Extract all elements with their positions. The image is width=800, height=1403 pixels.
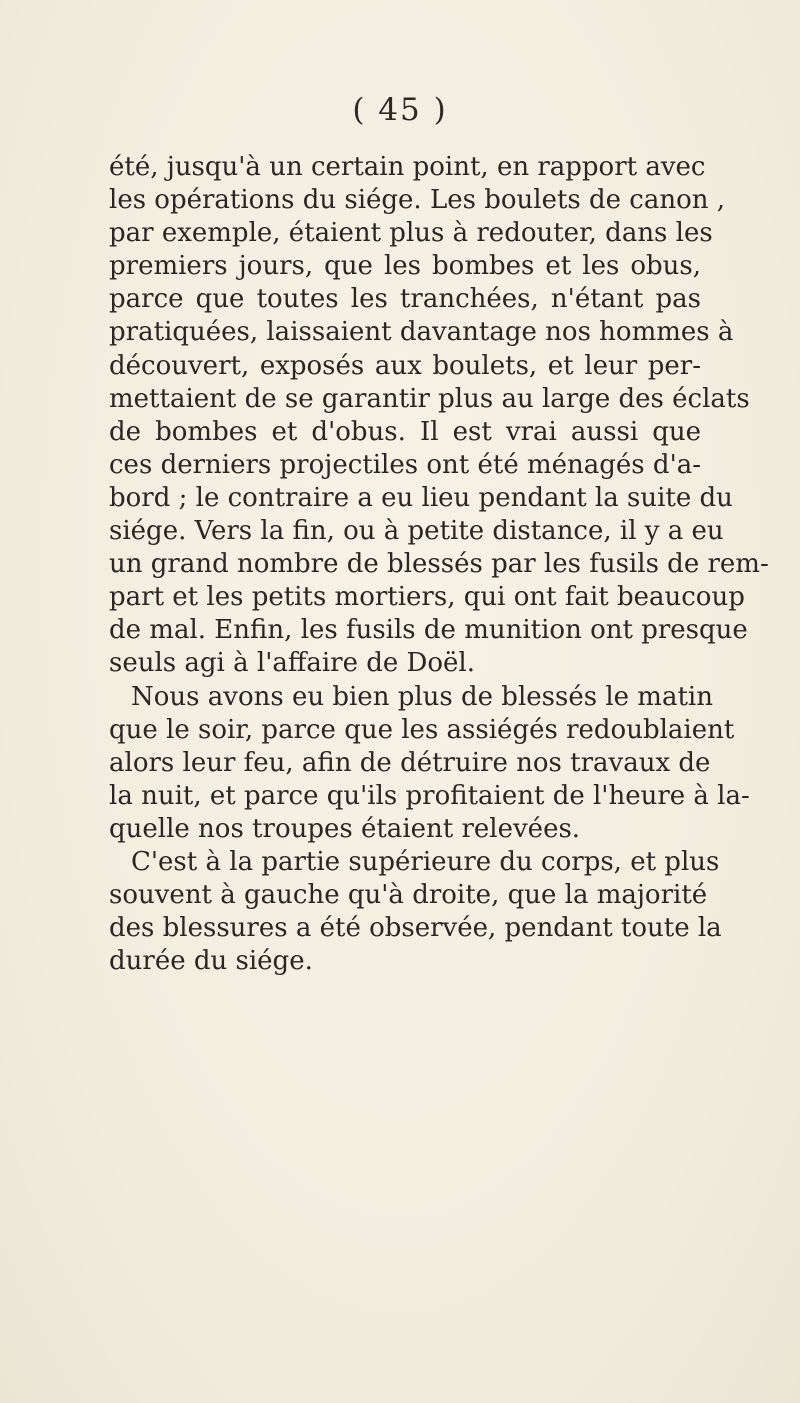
text-line: Nous avons eu bien plus de blessés le matin — [131, 681, 713, 712]
text-line: pratiquées, laissaient davantage nos hommes à — [109, 317, 734, 348]
text-line: par exemple, étaient plus à redouter, dans les — [109, 218, 713, 249]
text-line: mettaient de se garantir plus au large des éclats — [109, 383, 750, 414]
text-line: que le soir, parce que les assiégés redoublaient — [109, 714, 735, 745]
text-line: été, jusqu'à un certain point, en rapport avec — [109, 152, 706, 182]
text-line: bord ; le contraire a eu lieu pendant la suite du — [109, 482, 733, 513]
text-line: part et les petits mortiers, qui ont fait beaucoup — [109, 582, 745, 613]
text-line: premiers jours, que les bombes et les obus, — [109, 251, 701, 282]
text-line: la nuit, et parce qu'ils profitaient de l'heure à la- — [109, 780, 750, 811]
text-line: durée du siége. — [109, 946, 313, 977]
text-line: ces derniers projectiles ont été ménagés d'a- — [109, 449, 701, 480]
text-line: des blessures a été observée, pendant toute la — [109, 913, 722, 944]
text-line: parce que toutes les tranchées, n'étant pas — [109, 284, 701, 315]
text-line: seuls agi à l'affaire de Doël. — [109, 648, 475, 679]
text-line: de mal. Enfin, les fusils de munition ont presque — [109, 615, 748, 646]
text-line: souvent à gauche qu'à droite, que la majorité — [109, 880, 708, 911]
text-line: alors leur feu, afin de détruire nos travaux de — [109, 747, 711, 778]
text-line: un grand nombre de blessés par les fusils de rem- — [109, 549, 769, 580]
page-number: ( 45 ) — [352, 92, 448, 128]
text-line: C'est à la partie supérieure du corps, et plus — [131, 846, 720, 877]
text-line: découvert, exposés aux boulets, et leur per- — [109, 350, 701, 381]
text-line: siége. Vers la fin, ou à petite distance, il y a eu — [109, 516, 724, 547]
text-line: quelle nos troupes étaient relevées. — [109, 813, 581, 844]
body-text — [109, 151, 769, 978]
text-line: les opérations du siége. Les boulets de canon , — [109, 185, 726, 216]
text-line: de bombes et d'obus. Il est vrai aussi que — [109, 416, 701, 447]
